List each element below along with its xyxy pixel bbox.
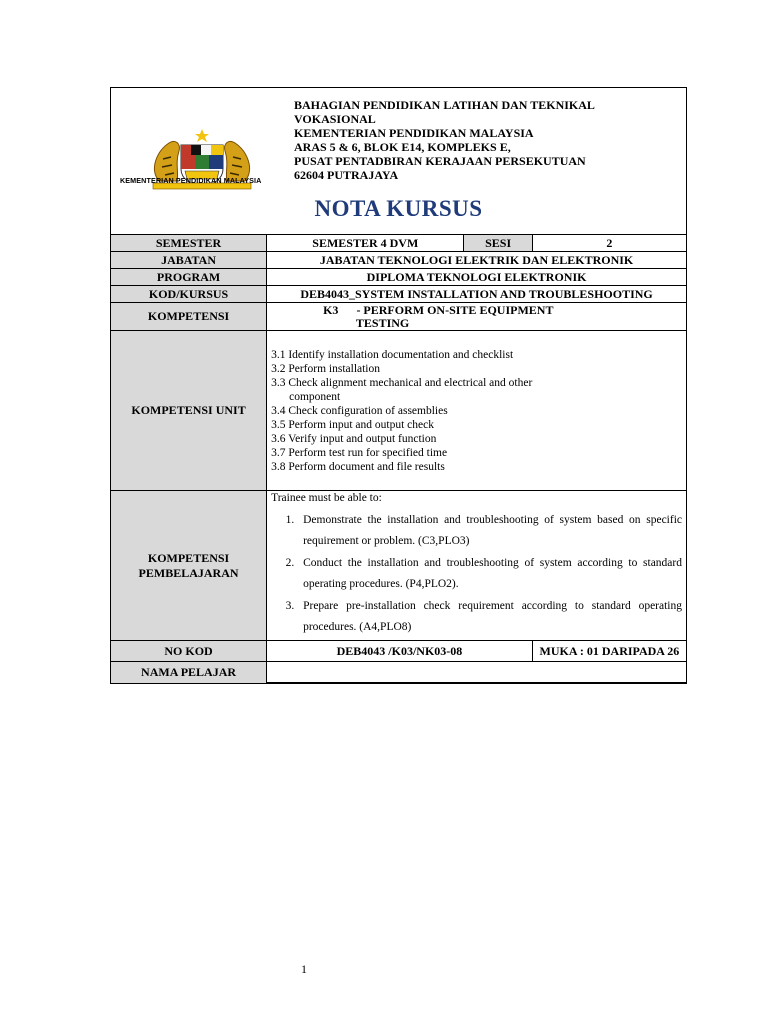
list-item: component <box>289 390 341 403</box>
sesi-value: 2 <box>532 235 686 252</box>
semester-row <box>111 235 687 252</box>
kompetensi-title-line1: - PERFORM ON-SITE EQUIPMENT <box>356 302 554 317</box>
document-title: NOTA KURSUS <box>314 196 483 221</box>
kompetensi-pembelajaran-label <box>111 491 267 641</box>
kompetensi-row <box>111 303 687 331</box>
kompetensi-unit-label: KOMPETENSI UNIT <box>111 331 267 491</box>
program-label: PROGRAM <box>111 269 267 286</box>
kompetensi-unit-list <box>267 331 687 491</box>
address-line: BAHAGIAN PENDIDIKAN LATIHAN DAN TEKNIKAL <box>294 98 595 112</box>
course-note-frame <box>110 87 687 683</box>
jabatan-value: JABATAN TEKNOLOGI ELEKTRIK DAN ELEKTRONIK <box>267 252 687 269</box>
outcomes-intro: Trainee must be able to: <box>271 492 382 504</box>
semester-value: SEMESTER 4 DVM <box>267 235 464 252</box>
list-item: 2. Conduct the installation and troubleshooting of system according to standard operating procedures. (P4,PLO2). <box>297 553 682 595</box>
no-kod-value: DEB4043 /K03/NK03-08 <box>267 641 533 662</box>
learning-outcomes <box>267 491 687 641</box>
label-line: PEMBELAJARAN <box>138 565 239 580</box>
address-line: VOKASIONAL <box>294 112 376 126</box>
no-kod-row <box>111 641 687 662</box>
list-item: 3. Prepare pre-installation check requirement according to standard operating procedures. (A4,PLO8) <box>297 596 682 638</box>
outcomes-list <box>271 510 682 638</box>
list-item: 1. Demonstrate the installation and troubleshooting of system based on specific requirement or problem. (C3,PLO3) <box>297 510 682 552</box>
kompetensi-pembelajaran-row <box>111 491 687 641</box>
list-item: 3.2 Perform installation <box>271 362 381 375</box>
kompetensi-unit-row <box>111 331 687 491</box>
nama-pelajar-value <box>267 662 687 684</box>
list-item: 3.5 Perform input and output check <box>271 418 434 431</box>
program-value: DIPLOMA TEKNOLOGI ELEKTRONIK <box>267 269 687 286</box>
nama-pelajar-row <box>111 662 687 684</box>
ministry-logo-caption: KEMENTERIAN PENDIDIKAN MALAYSIA <box>120 176 262 185</box>
semester-label: SEMESTER <box>111 235 267 252</box>
address-line: ARAS 5 & 6, BLOK E14, KOMPLEKS E, <box>294 140 511 154</box>
kod-kursus-value: DEB4043_SYSTEM INSTALLATION AND TROUBLESHOOTING <box>267 286 687 303</box>
document-header <box>111 88 686 234</box>
jabatan-row <box>111 252 687 269</box>
program-row <box>111 269 687 286</box>
kompetensi-value <box>267 303 687 331</box>
address-line: 62604 PUTRAJAYA <box>294 168 399 182</box>
page-number: 1 <box>301 962 307 976</box>
sesi-label: SESI <box>464 235 532 252</box>
no-kod-label: NO KOD <box>111 641 267 662</box>
page-count: MUKA : 01 DARIPADA 26 <box>532 641 686 662</box>
list-item: 3.8 Perform document and file results <box>271 460 445 473</box>
course-info-table <box>110 234 687 684</box>
nama-pelajar-label: NAMA PELAJAR <box>111 662 267 684</box>
kod-kursus-label: KOD/KURSUS <box>111 286 267 303</box>
issuer-address <box>294 98 595 182</box>
kod-kursus-row <box>111 286 687 303</box>
list-item: 3.4 Check configuration of assemblies <box>271 404 448 417</box>
list-item: 3.7 Perform test run for specified time <box>271 446 448 459</box>
label-line: KOMPETENSI <box>147 550 230 565</box>
address-line: KEMENTERIAN PENDIDIKAN MALAYSIA <box>294 126 534 140</box>
list-item: 3.1 Identify installation documentation and checklist <box>271 348 514 361</box>
malaysia-coat-of-arms-logo <box>119 118 285 200</box>
kompetensi-code: K3 <box>323 302 339 317</box>
kompetensi-label: KOMPETENSI <box>111 303 267 331</box>
address-line: PUSAT PENTADBIRAN KERAJAAN PERSEKUTUAN <box>294 154 586 168</box>
list-item: 3.6 Verify input and output function <box>271 432 437 445</box>
kompetensi-title-line2: TESTING <box>355 315 410 330</box>
list-item: 3.3 Check alignment mechanical and electrical and other <box>271 376 533 389</box>
jabatan-label: JABATAN <box>111 252 267 269</box>
